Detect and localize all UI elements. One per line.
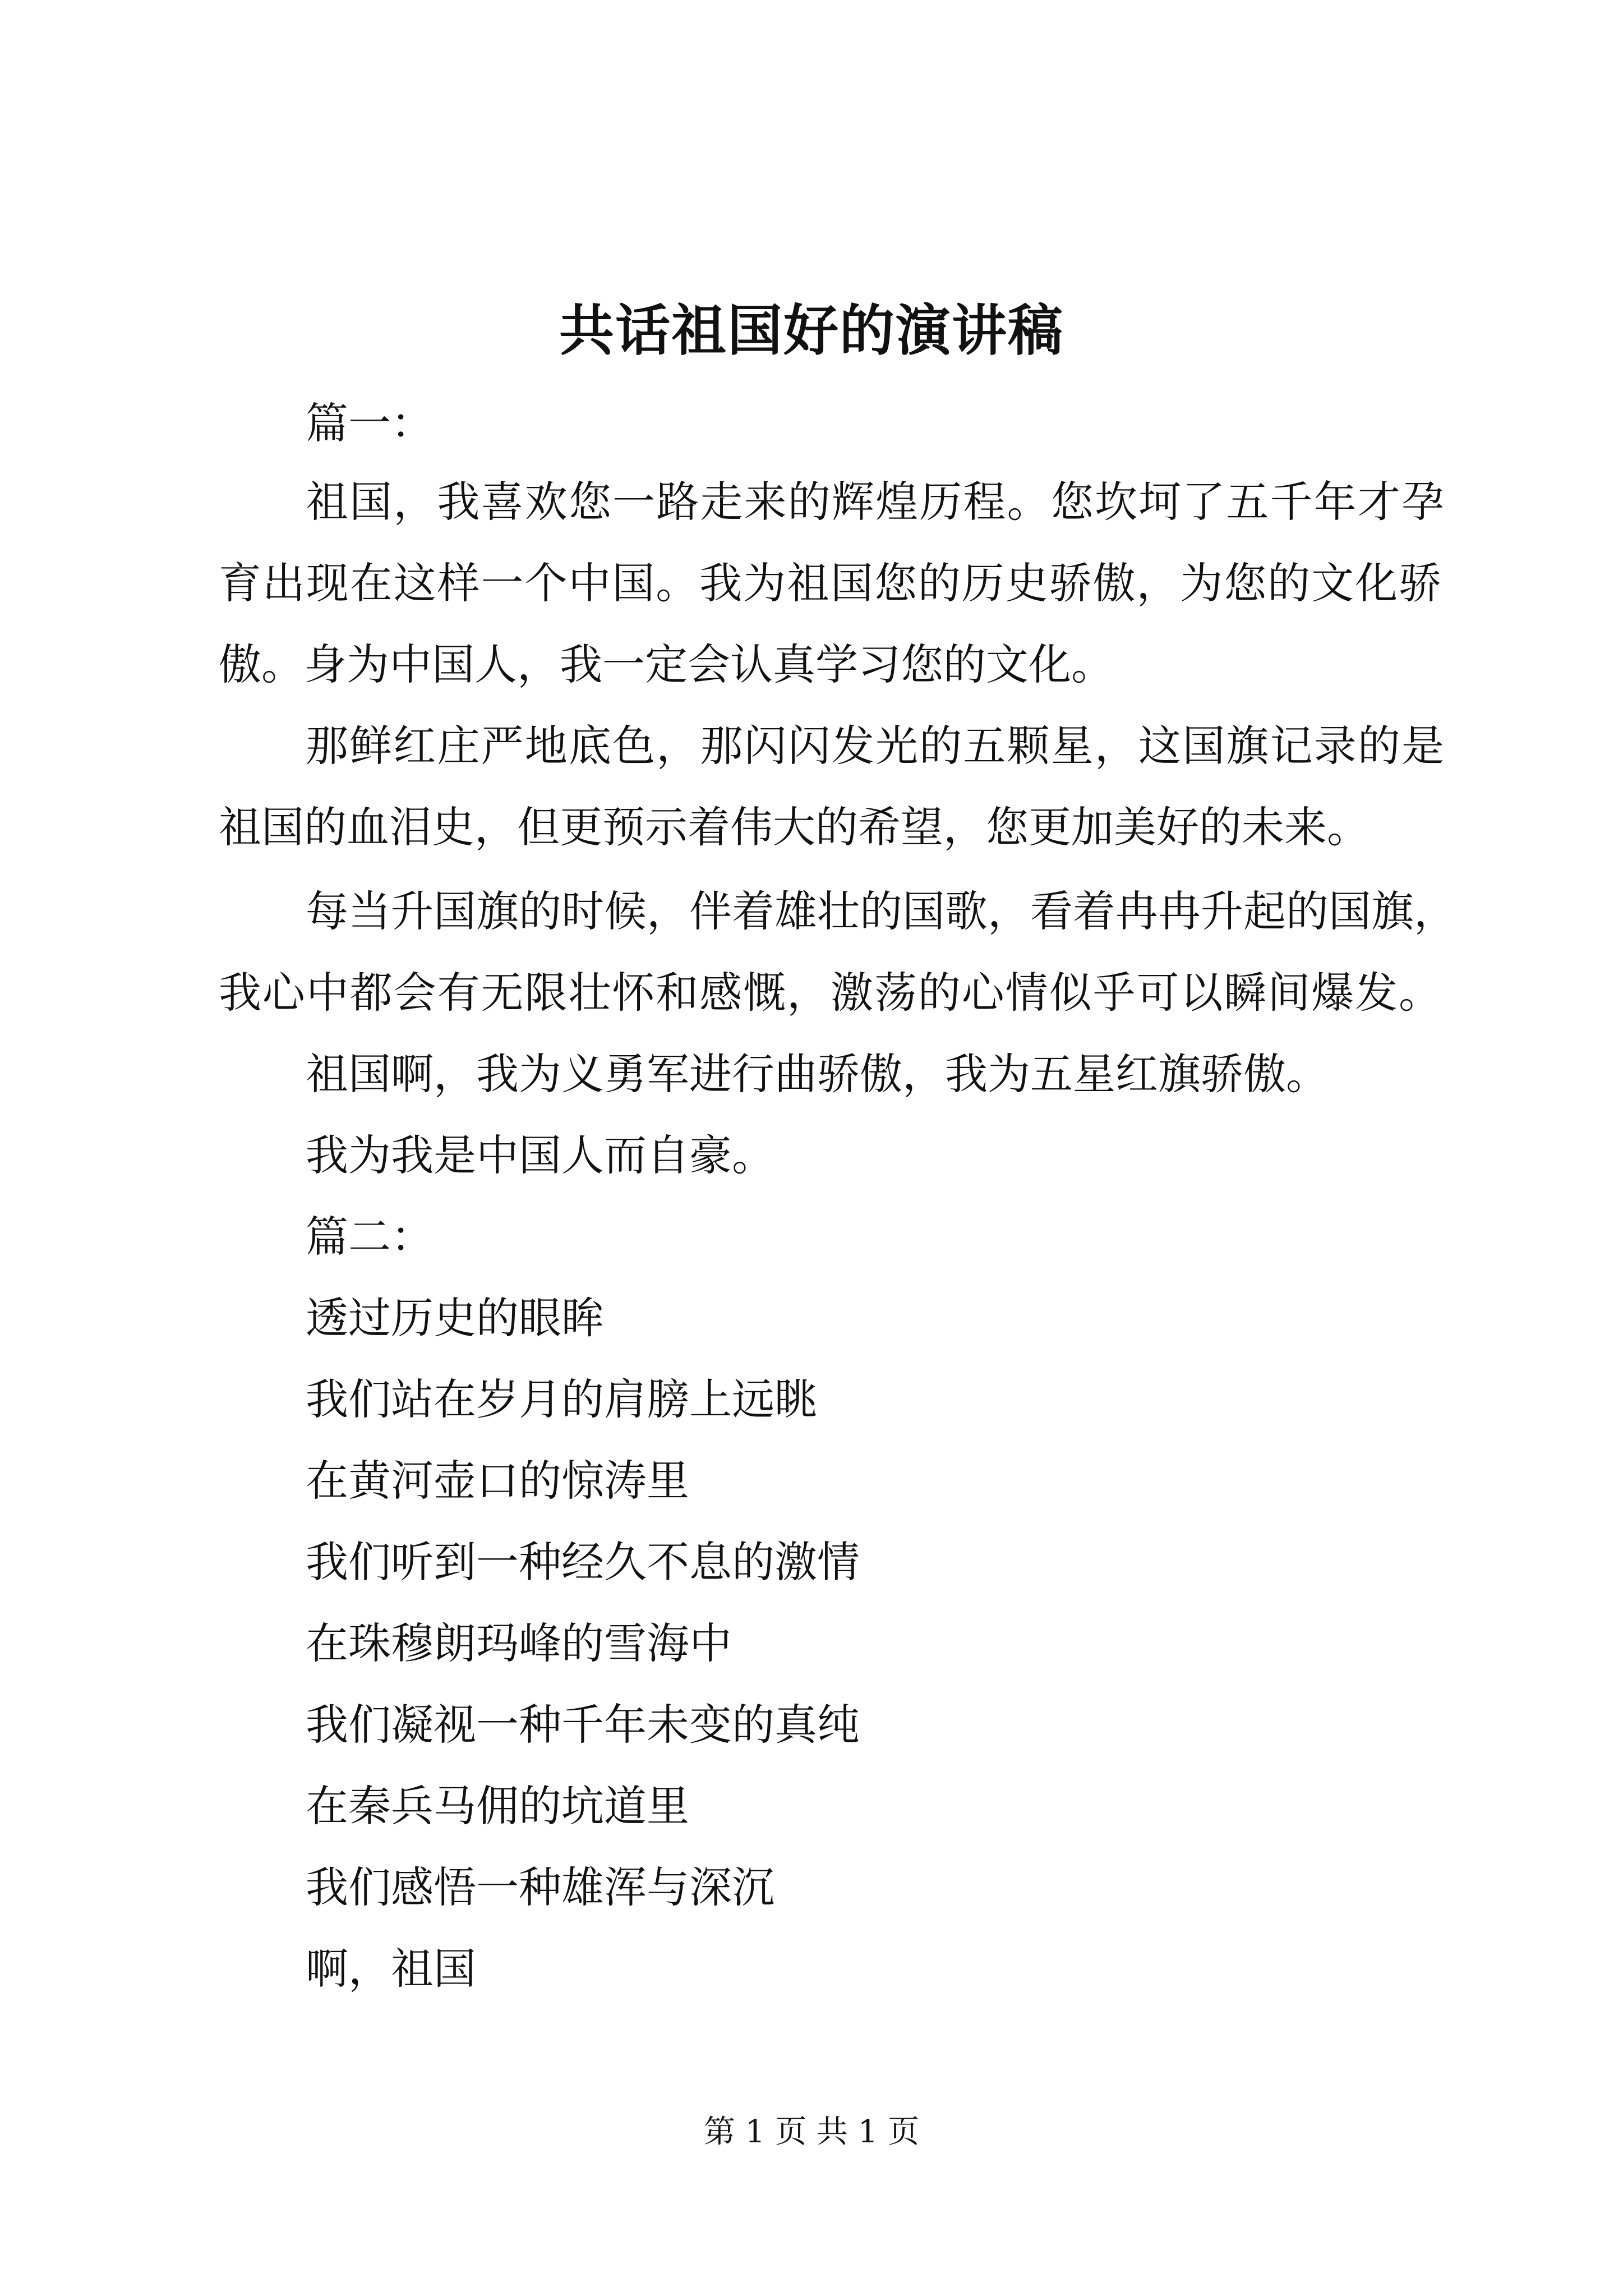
poem-line: 透过历史的眼眸 bbox=[306, 1293, 604, 1343]
paragraph-line: 祖国的血泪史，但更预示着伟大的希望，您更加美好的未来。 bbox=[219, 802, 1370, 852]
poem-line: 在秦兵马佣的坑道里 bbox=[306, 1781, 689, 1831]
paragraph-line: 那鲜红庄严地底色，那闪闪发光的五颗星，这国旗记录的是 bbox=[306, 721, 1444, 771]
page-number-footer: 第 1 页 共 1 页 bbox=[703, 2114, 920, 2150]
poem-line: 啊，祖国 bbox=[306, 1944, 476, 1994]
poem-line: 我们凝视一种千年未变的真纯 bbox=[306, 1700, 860, 1750]
paragraph-line: 每当升国旗的时候，伴着雄壮的国歌，看着冉冉升起的国旗， bbox=[306, 886, 1456, 936]
paragraph-line: 祖国啊，我为义勇军进行曲骄傲，我为五星红旗骄傲。 bbox=[306, 1049, 1329, 1099]
section-heading: 篇二： bbox=[306, 1212, 434, 1262]
poem-line: 我们感悟一种雄浑与深沉 bbox=[306, 1862, 774, 1912]
poem-line: 我们站在岁月的肩膀上远眺 bbox=[306, 1374, 817, 1424]
poem-line: 在珠穆朗玛峰的雪海中 bbox=[306, 1618, 732, 1668]
document-title: 共话祖国好的演讲稿 bbox=[559, 298, 1064, 363]
poem-line: 我们听到一种经久不息的激情 bbox=[306, 1537, 860, 1587]
paragraph-line: 育出现在这样一个中国。我为祖国您的历史骄傲，为您的文化骄 bbox=[219, 558, 1441, 608]
section-heading: 篇一： bbox=[306, 398, 434, 448]
paragraph-line: 我心中都会有无限壮怀和感慨，激荡的心情似乎可以瞬间爆发。 bbox=[219, 968, 1441, 1018]
poem-line: 在黄河壶口的惊涛里 bbox=[306, 1456, 689, 1506]
paragraph-line: 我为我是中国人而自豪。 bbox=[306, 1130, 774, 1180]
paragraph-line: 祖国，我喜欢您一路走来的辉煌历程。您坎坷了五千年才孕 bbox=[306, 477, 1444, 527]
paragraph-line: 傲。身为中国人，我一定会认真学习您的文化。 bbox=[219, 639, 1114, 689]
